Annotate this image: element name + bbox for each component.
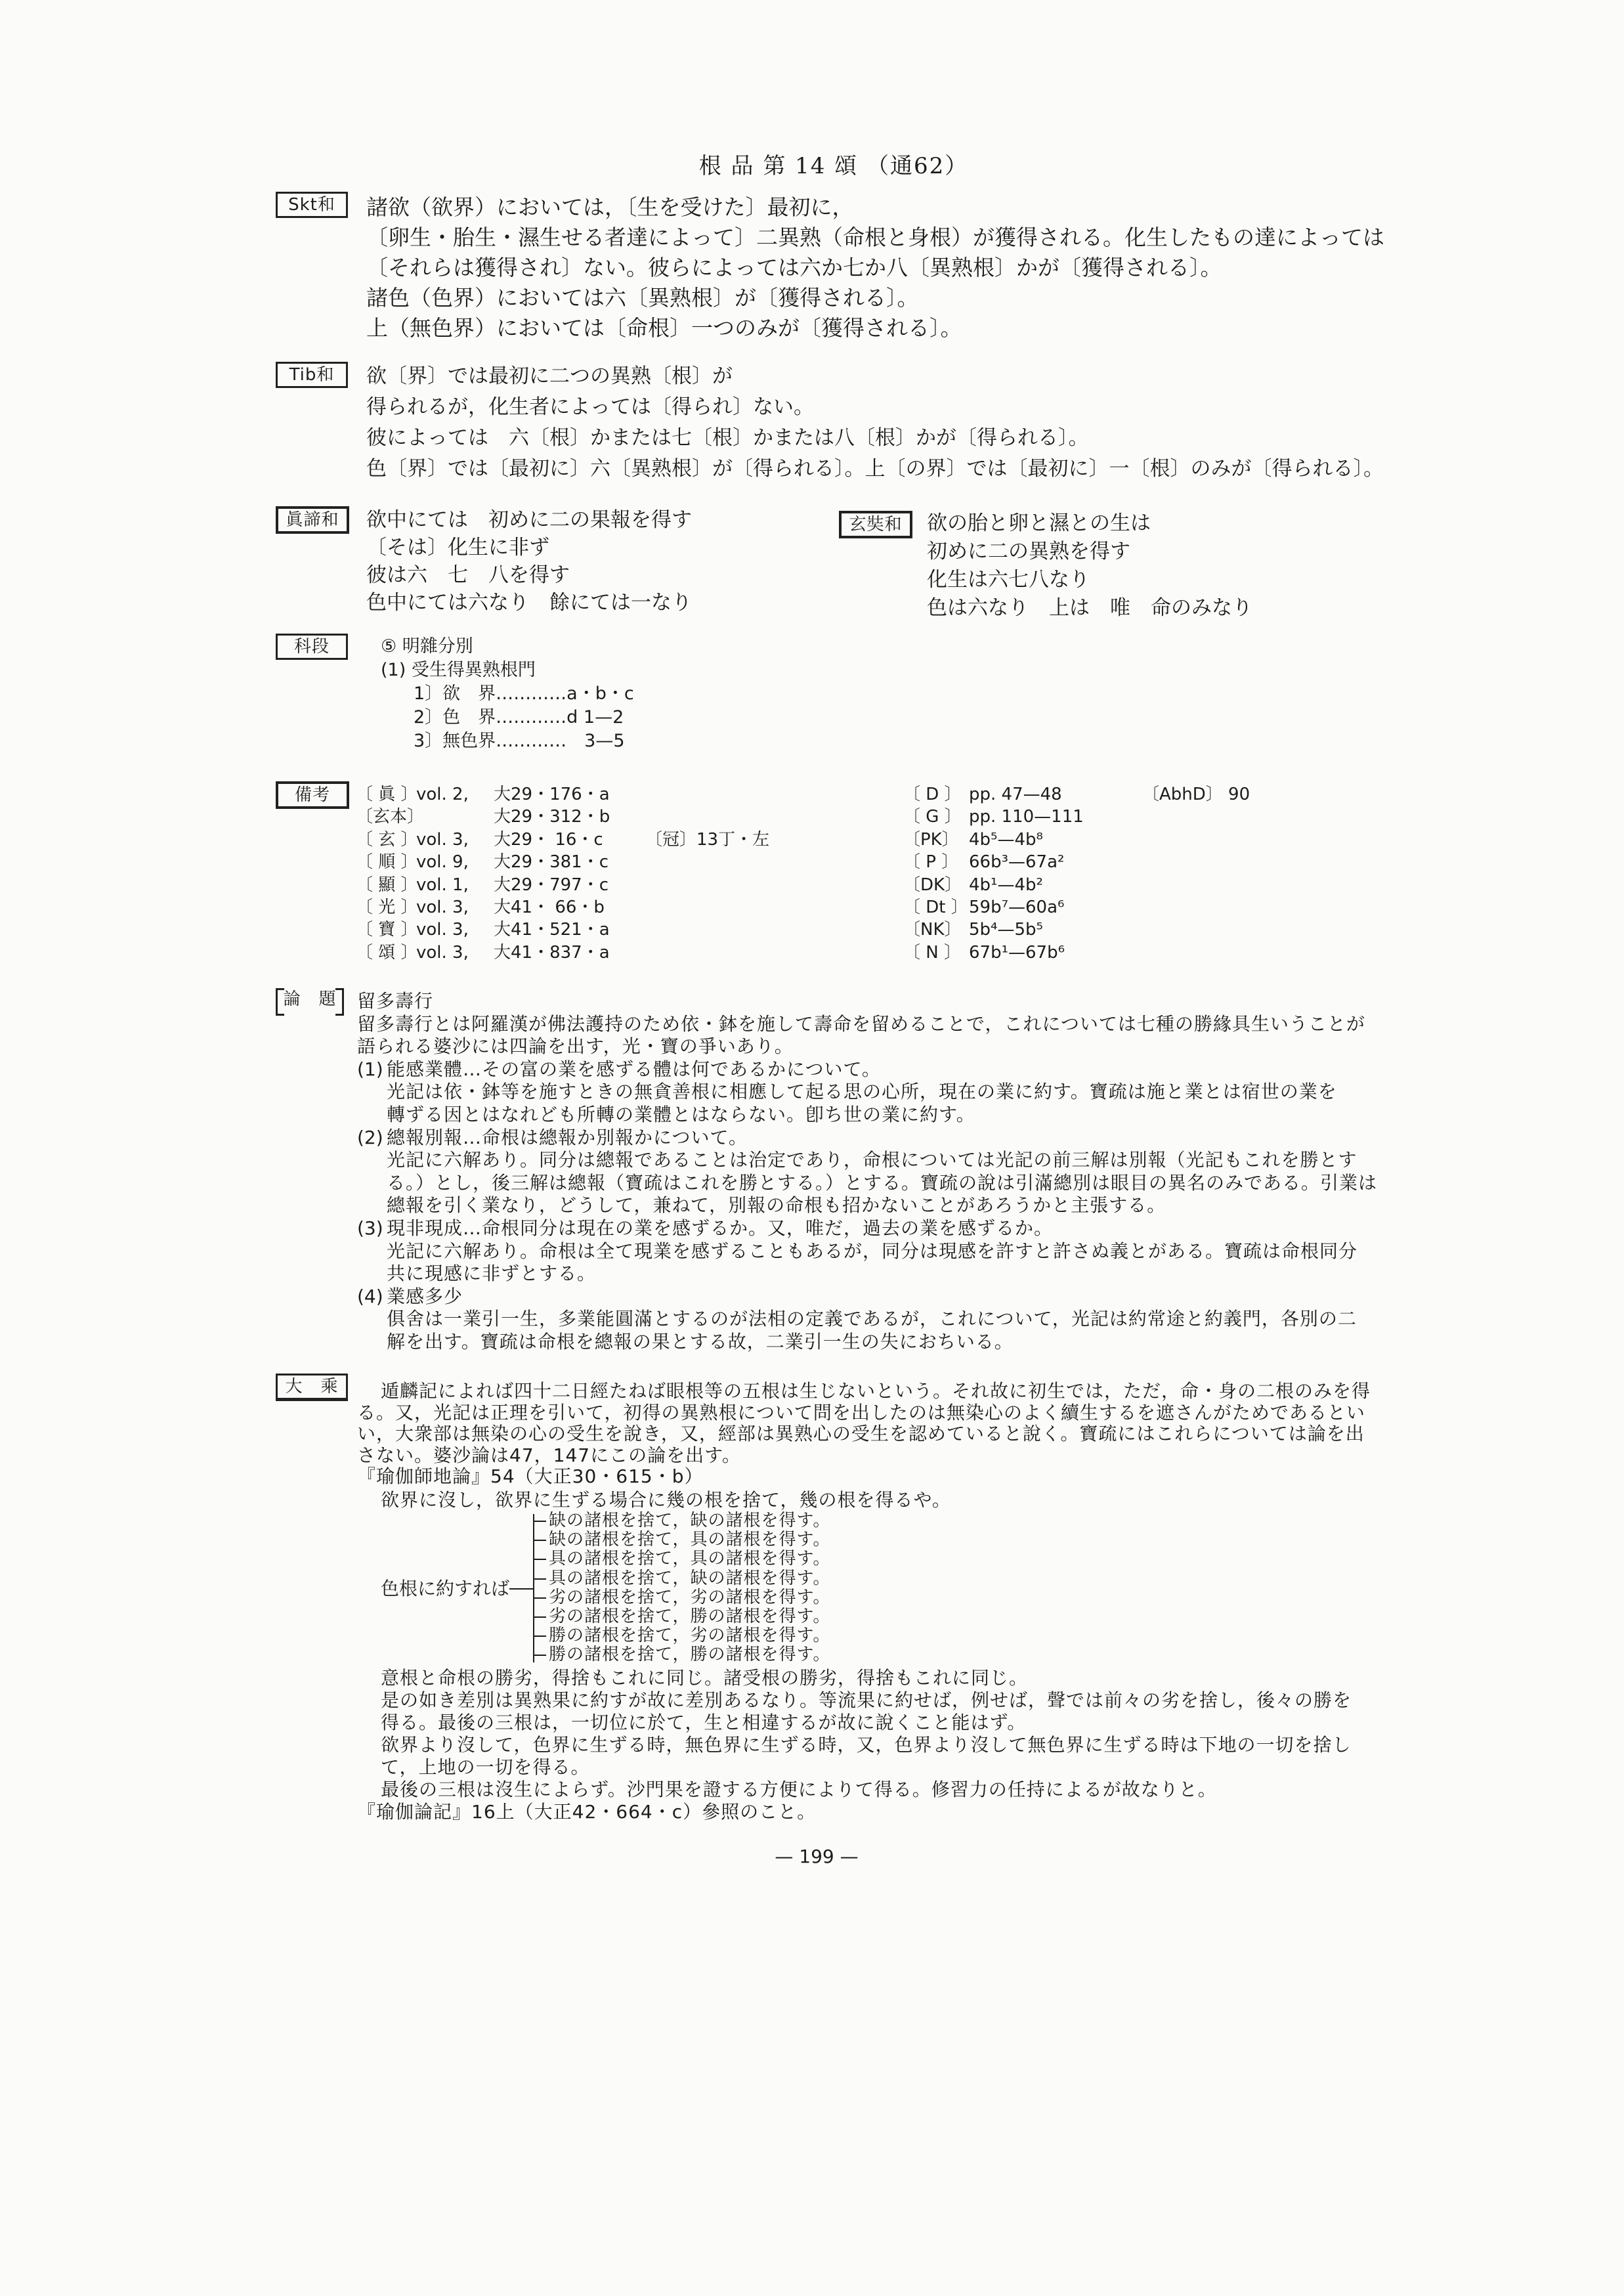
tib-line: 得られるが，化生者によっては〔得られ〕ない。 (366, 395, 814, 419)
note-ref (356, 806, 610, 828)
topic-line: 俱舍は一業引一生，多業能圓滿とするのが法相の定義であるが，これについて，光記は約常途と約義門，各別の二 (387, 1308, 1357, 1330)
tree-root: 色根に約すれば (381, 1578, 510, 1599)
item-heading: 能感業體…その富の業を感ずる體は何であるかについて。 (387, 1058, 881, 1080)
outline-item: 1〕欲 界…………a・b・c (414, 683, 634, 704)
note-key: 〔NK〕 (903, 920, 962, 940)
xuanzang-line: 初めに二の異熟を得す (927, 540, 1130, 563)
mahayana-section (357, 1381, 1371, 1511)
note-ref (903, 829, 1084, 851)
note-ref (356, 896, 610, 919)
note-key: 〔 N 〕 (903, 942, 961, 963)
item-heading: 總報別報…命根は總報か別報かについて。 (387, 1126, 748, 1148)
note-ref (903, 851, 1084, 873)
note-pages: 66b³—67a² (969, 852, 1065, 873)
note-pages: pp. 47—48 (969, 785, 1062, 804)
tree-connector (509, 1588, 534, 1590)
skt-line: 諸欲（欲界）においては，〔生を受けた〕最初に， (366, 194, 854, 220)
item-heading: 現非現成…命根同分は現在の業を感ずるか。又，唯だ，過去の業を感ずるか。 (387, 1217, 1054, 1239)
notes-left-column (356, 783, 610, 964)
mahayana-line: 最後の三根は沒生によらず。沙門果を證する方便によりて得る。修習力の任持によるが故なりと。 (381, 1779, 1217, 1800)
xuanzang-label: 玄奘和 (839, 511, 912, 538)
outline-label: 科段 (276, 634, 348, 660)
note-pages: 4b⁵—4b⁸ (969, 829, 1043, 850)
note-taisho: 大29・ 16・c (494, 829, 603, 850)
outline-item: 2〕色 界…………d 1—2 (414, 707, 624, 727)
tree-branch: 劣の諸根を捨て，勝の諸根を得す。 (549, 1607, 831, 1627)
note-ref (356, 783, 610, 806)
citation: 『瑜伽論記』16上（大正42・664・c）參照のこと。 (357, 1801, 817, 1823)
paramartha-line: 欲中にては 初めに二の果報を得す (366, 508, 692, 532)
note-key: 〔PK〕 (903, 829, 959, 850)
tib-line: 色〔界〕では〔最初に〕六〔異熟根〕が〔得られる〕。上〔の界〕では〔最初に〕一〔根〕のみが〔得られる〕。 (366, 457, 1384, 481)
note-kan-ref: 〔冠〕13丁・左 (645, 830, 770, 850)
tree-branch: 具の諸根を捨て，缺の諸根を得す。 (549, 1568, 831, 1588)
note-vol: vol. 3, (416, 942, 469, 963)
mahayana-line: 遁麟記によれば四十二日經たねば眼根等の五根は生じないという。それ故に初生では，ただ，命・身の二根のみを得 (381, 1380, 1371, 1402)
notes-right-column (903, 783, 1084, 964)
mahayana-line: い，大衆部は無染の心の受生を說き，又，經部は異熟心の受生を認めていると說く。寶疏にはこれらについては論を出 (357, 1423, 1365, 1444)
topic-line: 共に現感に非ずとする。 (387, 1263, 597, 1285)
note-key: 〔 眞 〕 (356, 785, 418, 804)
skt-line: 上（無色界）においては〔命根〕一つのみが〔獲得される〕。 (366, 315, 962, 341)
note-key: 〔 光 〕 (356, 898, 418, 918)
item-number: (4) (357, 1285, 383, 1307)
note-taisho: 大41・521・a (494, 920, 610, 940)
skt-line: 〔卵生・胎生・濕生せる者達によって〕二異熟（命根と身根）が獲得される。化生したもの達によっては (366, 225, 1384, 250)
paramartha-line: 色中にては六なり 餘にては一なり (366, 591, 692, 615)
topic-line: 總報を引く業なり，どうして，兼ねて，別報の命根も招かないことがあろうかと主張する。 (387, 1194, 1166, 1217)
note-ref (903, 942, 1084, 964)
note-pages: 67b¹—67b⁶ (969, 942, 1065, 963)
tib-line: 彼によっては 六〔根〕かまたは七〔根〕かまたは八〔根〕かが〔得られる〕。 (366, 426, 1089, 450)
tree-branch: 缺の諸根を捨て，具の諸根を得す。 (549, 1530, 831, 1550)
outline-subheading: (1) 受生得異熟根門 (381, 660, 536, 680)
topic-line: 留多壽行とは阿羅漢が佛法護持のため依・鉢を施して壽命を留めることで，これについては七種の勝緣具生いうことが (357, 1012, 1365, 1035)
skt-label: Skt和 (276, 192, 348, 218)
note-taisho: 大29・797・c (494, 875, 609, 895)
note-key: 〔玄本〕 (356, 807, 425, 827)
mahayana-line: 欲界より沒して，色界に生ずる時，無色界に生ずる時，又，色界より沒して無色界に生ずる時は下地の一切を捨し (381, 1734, 1352, 1756)
topic-line: 光記は依・鉢等を施すときの無貪善根に相應して起る思の心所，現在の業に約す。寶疏は施と業とは宿世の業を (387, 1081, 1337, 1103)
topic-item (357, 1127, 1377, 1150)
note-key: 〔 寶 〕 (356, 920, 418, 940)
note-key: 〔 頌 〕 (356, 942, 418, 963)
topic-line: 語られる婆沙には四論を出す，光・寶の爭いあり。 (357, 1035, 794, 1058)
note-taisho: 大29・176・a (494, 785, 610, 804)
tree-bracket (533, 1514, 534, 1662)
note-ref (903, 896, 1084, 919)
page-number: — 199 — (775, 1846, 859, 1867)
note-taisho: 大41・837・a (494, 942, 610, 963)
topic-line: 解を出す。寶疏は命根を總報の果とする故，二業引一生の失におちいる。 (387, 1330, 1014, 1353)
paramartha-line: 〔そは〕化生に非ず (366, 536, 549, 559)
outline-section (381, 635, 634, 753)
note-key: 〔 P 〕 (903, 852, 959, 873)
skt-section (366, 192, 1384, 343)
note-ref (356, 851, 610, 873)
note-key: 〔 G 〕 (903, 807, 962, 827)
mahayana-line: る。又，光記は正理を引いて，初得の異熟根について問を出したのは無染心のよく續生するを遮さんがためであるとい (357, 1401, 1365, 1423)
note-key: 〔 D 〕 (903, 785, 962, 804)
paramartha-label: 眞諦和 (276, 506, 349, 534)
note-ref (356, 829, 610, 851)
xuanzang-line: 色は六なり 上は 唯 命のみなり (927, 596, 1252, 620)
note-pages: 59b⁷—60a⁶ (969, 898, 1065, 918)
item-heading: 業感多少 (387, 1285, 463, 1307)
tree-branches (549, 1511, 830, 1665)
note-vol: vol. 2, (416, 785, 469, 804)
item-number: (3) (357, 1217, 383, 1239)
paramartha-section (366, 506, 692, 617)
topic-line: 轉ずる因とはなれども所轉の業體とはならない。卽ち世の業に約す。 (387, 1103, 975, 1125)
note-vol: vol. 3, (416, 829, 469, 850)
tree-branch: 勝の諸根を捨て，劣の諸根を得す。 (549, 1626, 831, 1646)
topic-line: る。）とし，後三解は總報（寶疏はこれを勝とする。）とする。寶疏の說は引滿總別は眼目の異名のみである。引業は (387, 1171, 1378, 1194)
skt-line: 諸色（色界）においては六〔異熟根〕が〔獲得される〕。 (366, 285, 919, 311)
notes-label: 備考 (276, 781, 349, 809)
note-ref (356, 919, 610, 941)
topic-title: 留多壽行 (357, 990, 434, 1012)
mahayana-line: 得る。最後の三根は，一切位に於て，生と相違するが故に說くこと能はず。 (381, 1712, 1027, 1733)
note-taisho: 大29・312・b (494, 807, 610, 827)
note-vol: vol. 9, (416, 852, 469, 873)
note-ref (903, 806, 1084, 828)
note-ref (903, 783, 1084, 806)
item-number: (1) (357, 1058, 383, 1080)
item-number: (2) (357, 1126, 383, 1148)
note-ref (903, 874, 1084, 896)
note-ref (356, 942, 610, 964)
paramartha-line: 彼は六 七 八を得す (366, 563, 570, 587)
note-key: 〔 順 〕 (356, 852, 418, 873)
note-pages: pp. 110—111 (969, 807, 1084, 827)
tree-branch: 具の諸根を捨て，具の諸根を得す。 (549, 1549, 831, 1569)
topic-line: 光記に六解あり。同分は總報であることは治定であり，命根については光記の前三解は別報（光記もこれを勝とす (387, 1149, 1357, 1171)
note-ref (356, 874, 610, 896)
tib-line: 欲〔界〕では最初に二つの異熟〔根〕が (366, 364, 733, 388)
note-vol: vol. 1, (416, 875, 469, 895)
topic-section (357, 990, 1377, 1354)
outline-heading: ⑤ 明雜分別 (381, 636, 473, 657)
note-key: 〔 玄 〕 (356, 829, 418, 850)
tib-label: Tib和 (276, 362, 348, 388)
xuanzang-line: 化生は六七八なり (927, 568, 1090, 592)
topic-item (357, 1286, 1377, 1309)
outline-item: 3〕無色界………… 3—5 (414, 731, 625, 751)
tib-section (366, 361, 1384, 485)
mahayana-line: さない。婆沙論は47，147にこの論を出す。 (357, 1444, 741, 1466)
note-key: 〔DK〕 (903, 875, 962, 895)
mahayana-label: 大 乘 (276, 1374, 348, 1401)
tree-branch: 勝の諸根を捨て，勝の諸根を得す。 (549, 1645, 831, 1665)
note-taisho: 大41・ 66・b (494, 898, 605, 918)
mahayana-line: 意根と命根の勝劣，得捨もこれに同じ。諸受根の勝劣，得捨もこれに同じ。 (381, 1667, 1029, 1689)
note-pages: 4b¹—4b² (969, 875, 1043, 895)
note-vol: vol. 3, (416, 920, 469, 940)
xuanzang-section (927, 509, 1252, 622)
note-vol: vol. 3, (416, 898, 469, 918)
skt-line: 〔それらは獲得され〕ない。彼らによっては六か七か八〔異熟根〕かが〔獲得される〕。 (366, 255, 1222, 280)
topic-item (357, 1217, 1377, 1240)
mahayana-question: 欲界に沒し，欲界に生ずる場合に幾の根を捨て，幾の根を得るや。 (381, 1488, 951, 1511)
mahayana-line: て，上地の一切を得る。 (381, 1756, 590, 1778)
topic-line: 光記に六解あり。命根は全て現業を感ずることもあるが，同分は現感を許すと許さぬ義とがある。寶疏は命根同分 (387, 1240, 1358, 1262)
tree-branch: 劣の諸根を捨て，劣の諸根を得す。 (549, 1587, 831, 1607)
note-pages: 5b⁴—5b⁵ (969, 920, 1043, 940)
note-taisho: 大29・381・c (494, 852, 609, 873)
page-title: 根 品 第 14 頌 （通62） (698, 153, 969, 179)
note-abhd-ref: 〔AbhD〕 90 (1142, 785, 1250, 804)
citation: 『瑜伽師地論』54（大正30・615・b） (357, 1465, 704, 1487)
xuanzang-line: 欲の胎と卵と濕との生は (927, 511, 1151, 535)
note-key: 〔 顯 〕 (356, 875, 418, 895)
mahayana-after (357, 1667, 1352, 1823)
topic-label: 論 題 (276, 988, 344, 1010)
mahayana-line: 是の如き差別は異熟果に約すが故に差別あるなり。等流果に約せば，例せば，聲では前々の劣を捨し，後々の勝を (381, 1689, 1352, 1711)
note-key: 〔 Dt 〕 (903, 898, 968, 918)
tree-branch: 缺の諸根を捨て，缺の諸根を得す。 (549, 1511, 831, 1530)
topic-item (357, 1058, 1377, 1081)
note-ref (903, 919, 1084, 941)
